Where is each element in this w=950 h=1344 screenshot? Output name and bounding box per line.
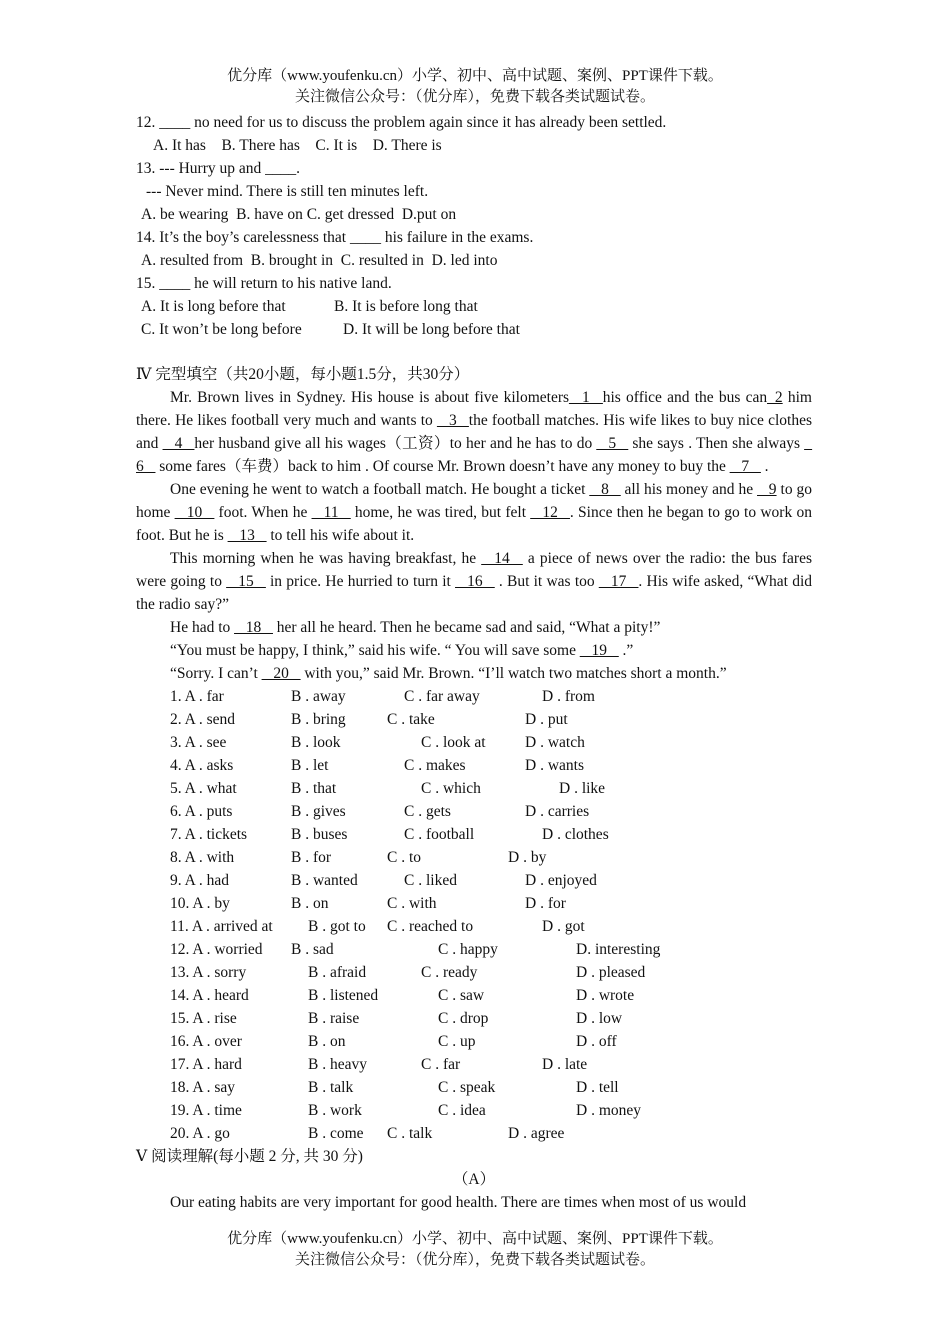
cloze-option-row [136, 708, 812, 731]
cloze-option-a: 14. A . heard [170, 987, 249, 1004]
cloze-option-a: 3. A . see [170, 734, 227, 751]
cloze-option-b: B . let [291, 757, 329, 774]
cloze-option-b: B . on [308, 1033, 346, 1050]
cloze-option-c: C . talk [387, 1125, 433, 1142]
cloze-option-b: B . talk [308, 1079, 354, 1096]
cloze-option-c: C . saw [438, 987, 485, 1004]
cloze-option-c: C . football [404, 826, 475, 843]
cloze-option-a: 13. A . sorry [170, 964, 247, 981]
blank-number: _ 7 _ [729, 458, 761, 475]
cloze-option-b: B . bring [291, 711, 346, 728]
passage-text: her husband give all his wages（工资）to her and he has to do [194, 435, 597, 452]
cloze-option-row [136, 892, 812, 915]
cloze-option-a: 20. A . go [170, 1125, 230, 1142]
cloze-option-row [136, 915, 812, 938]
cloze-option-c: C . speak [438, 1079, 496, 1096]
cloze-option-c: C . far [421, 1056, 461, 1073]
reading-passage-intro: Our eating habits are very important for good health. There are times when most of us would [170, 1194, 747, 1211]
cloze-paragraph [136, 662, 812, 685]
blank-number: _ 10 _ [174, 504, 215, 521]
cloze-option-b: B . that [291, 780, 337, 797]
cloze-option-d: D . late [542, 1056, 588, 1073]
blank-number: _ 18 _ [234, 619, 273, 636]
cloze-option-a: 11. A . arrived at [170, 918, 273, 935]
cloze-option-a: 7. A . tickets [170, 826, 248, 843]
question-15-options-row-2 [136, 318, 812, 341]
blank-number: _2 [767, 389, 783, 406]
blank-number: _ 5 _ [596, 435, 629, 452]
passage-text: home, he was tired, but felt [350, 504, 531, 521]
passage-text: all his money and he [620, 481, 758, 498]
passage-text: in price. He hurried to turn it [265, 573, 456, 590]
cloze-paragraph [136, 547, 812, 616]
section-5-title: Ⅴ 阅读理解(每小题 2 分, 共 30 分) [136, 1148, 363, 1165]
cloze-option-row [136, 1099, 812, 1122]
blank-number: _ 6 _ [136, 435, 813, 475]
cloze-option-c: C . take [387, 711, 435, 728]
cloze-option-a: 18. A . say [170, 1079, 236, 1096]
cloze-option-c: C . reached to [387, 918, 474, 935]
question-13-stem: 13. --- Hurry up and ____. [136, 160, 301, 177]
cloze-option-a: 19. A . time [170, 1102, 242, 1119]
passage-text: a piece of news over the radio: the bus fares were going to [136, 550, 813, 590]
blank-number: _ 14 _ [481, 550, 523, 567]
cloze-option-b: B . buses [291, 826, 348, 843]
cloze-option-b: B . listened [308, 987, 379, 1004]
passage-text: . But it was too [494, 573, 599, 590]
cloze-option-b: B . for [291, 849, 332, 866]
cloze-option-d: D . like [559, 780, 606, 797]
question-15-option-c: C. It won’t be long before [141, 321, 302, 338]
question-15-options-row-1 [136, 295, 812, 318]
question-12-options: A. It has B. There has C. It is D. There is [153, 137, 442, 154]
cloze-option-row [136, 846, 812, 869]
cloze-option-c: C . with [387, 895, 437, 912]
cloze-option-a: 17. A . hard [170, 1056, 242, 1073]
cloze-option-row [136, 869, 812, 892]
passage-text: some fares（车费）back to him . Of course Mr. Brown doesn’t have any money to buy the [155, 458, 730, 475]
cloze-paragraph [136, 386, 812, 478]
blank-number: _ 13 _ [227, 527, 267, 544]
passage-text: “You must be happy, I think,” said his wife. “ You will save some [170, 642, 580, 659]
question-15-option-b: B. It is before long that [334, 298, 478, 315]
blank-number: _ 1 _ [569, 389, 603, 406]
blank-number: _ 11 _ [311, 504, 351, 521]
section-5-subtitle: （A） [452, 1171, 496, 1188]
passage-text: him there. He likes football very much and wants to [136, 389, 812, 429]
cloze-option-a: 2. A . send [170, 711, 236, 728]
cloze-option-c: C . gets [404, 803, 451, 820]
passage-text: the football matches. His wife likes to buy nice clothes and [136, 412, 812, 452]
cloze-option-d: D. interesting [576, 941, 661, 958]
cloze-option-a: 5. A . what [170, 780, 237, 797]
blank-number: _ 4 _ [162, 435, 195, 452]
cloze-option-row [136, 1053, 812, 1076]
passage-text: with you,” said Mr. Brown. “I’ll watch two matches short a month.” [300, 665, 727, 682]
cloze-option-c: C . up [438, 1033, 476, 1050]
cloze-option-d: D . pleased [576, 964, 646, 981]
passage-text: to go home [136, 481, 813, 521]
cloze-option-b: B . away [291, 688, 346, 705]
cloze-paragraph [136, 478, 812, 547]
cloze-option-d: D . off [576, 1033, 617, 1050]
cloze-option-row [136, 754, 812, 777]
question-13-options: A. be wearing B. have on C. get dressed D.put on [141, 206, 457, 223]
passage-text: her all he heard. Then he became sad and said, “What a pity!” [272, 619, 661, 636]
cloze-option-c: C . ready [421, 964, 478, 981]
cloze-option-a: 15. A . rise [170, 1010, 237, 1027]
blank-number: _ 15 _ [226, 573, 266, 590]
cloze-option-c: C . liked [404, 872, 457, 889]
question-14-options: A. resulted from B. brought in C. resulted in D. led into [141, 252, 498, 269]
cloze-option-b: B . look [291, 734, 341, 751]
cloze-option-a: 4. A . asks [170, 757, 234, 774]
cloze-option-a: 1. A . far [170, 688, 224, 705]
cloze-option-d: D . money [576, 1102, 642, 1119]
blank-number: _ 17 _ [598, 573, 639, 590]
passage-text: she says . Then she always [628, 435, 805, 452]
cloze-option-row [136, 1076, 812, 1099]
cloze-option-d: D . low [576, 1010, 623, 1027]
cloze-option-c: C . to [387, 849, 422, 866]
blank-number: _ 3 _ [437, 412, 469, 429]
footer-line-1: 优分库（www.youfenku.cn）小学、初中、高中试题、案例、PPT课件下载。 [227, 1231, 723, 1247]
cloze-option-c: C . look at [421, 734, 486, 751]
cloze-option-row [136, 961, 812, 984]
cloze-option-c: C . happy [438, 941, 498, 958]
blank-number: _ 12 _ [530, 504, 570, 521]
cloze-option-b: B . raise [308, 1010, 360, 1027]
cloze-option-d: D . wrote [576, 987, 635, 1004]
cloze-option-d: D . enjoyed [525, 872, 597, 889]
cloze-option-row [136, 800, 812, 823]
cloze-option-b: B . heavy [308, 1056, 367, 1073]
cloze-option-d: D . tell [576, 1079, 619, 1096]
footer-line-2: 关注微信公众号：（优分库），免费下载各类试题试卷。 [294, 1252, 655, 1268]
cloze-option-row [136, 1030, 812, 1053]
blank-number: _ 19 _ [579, 642, 619, 659]
page-header [0, 66, 950, 108]
cloze-option-a: 12. A . worried [170, 941, 263, 958]
cloze-passage [136, 386, 812, 685]
cloze-option-row [136, 777, 812, 800]
cloze-option-d: D . watch [525, 734, 585, 751]
passage-text: “Sorry. I can’t [170, 665, 262, 682]
cloze-option-a: 8. A . with [170, 849, 235, 866]
question-15-option-d: D. It will be long before that [343, 321, 520, 338]
header-line-1: 优分库（www.youfenku.cn）小学、初中、高中试题、案例、PPT课件下载。 [227, 68, 723, 84]
blank-number: _ 20 _ [261, 665, 301, 682]
blank-number: _ 8 _ [589, 481, 621, 498]
section-4-title: Ⅳ 完型填空（共20小题，每小题1.5分，共30分） [136, 366, 470, 383]
question-15-option-a: A. It is long before that [141, 298, 286, 315]
cloze-option-b: B . afraid [308, 964, 367, 981]
passage-text: . Since then he began to go to work on foot. But he is [136, 504, 812, 544]
cloze-option-c: C . drop [438, 1010, 489, 1027]
question-15-stem: 15. ____ he will return to his native land. [136, 275, 392, 292]
cloze-option-row [136, 1007, 812, 1030]
cloze-option-b: B . on [291, 895, 329, 912]
passage-text: . [760, 458, 769, 475]
cloze-option-b: B . gives [291, 803, 346, 820]
cloze-option-d: D . by [508, 849, 547, 866]
cloze-option-c: C . idea [438, 1102, 486, 1119]
cloze-option-c: C . makes [404, 757, 466, 774]
cloze-paragraph [136, 639, 812, 662]
header-line-2: 关注微信公众号：（优分库），免费下载各类试题试卷。 [294, 89, 655, 105]
cloze-option-d: D . got [542, 918, 585, 935]
cloze-option-d: D . for [525, 895, 566, 912]
cloze-option-row [136, 1122, 812, 1145]
cloze-option-row [136, 685, 812, 708]
passage-text: He had to [170, 619, 235, 636]
cloze-option-a: 6. A . puts [170, 803, 233, 820]
cloze-option-b: B . come [308, 1125, 364, 1142]
cloze-option-row [136, 823, 812, 846]
blank-number: _ 9 [757, 481, 777, 498]
cloze-option-c: C . far away [404, 688, 480, 705]
cloze-option-d: D . wants [525, 757, 584, 774]
blank-number: _ 16 _ [455, 573, 495, 590]
question-14-stem: 14. It’s the boy’s carelessness that ____ his failure in the exams. [136, 229, 534, 246]
cloze-option-d: D . put [525, 711, 568, 728]
cloze-option-b: B . wanted [291, 872, 358, 889]
cloze-option-row [136, 731, 812, 754]
cloze-options [136, 685, 812, 1145]
cloze-option-a: 16. A . over [170, 1033, 242, 1050]
cloze-option-d: D . from [542, 688, 595, 705]
cloze-option-row [136, 984, 812, 1007]
passage-text: One evening he went to watch a football match. He bought a ticket [170, 481, 590, 498]
question-13-reply: --- Never mind. There is still ten minutes left. [146, 183, 429, 200]
page-footer [0, 1229, 950, 1271]
cloze-option-b: B . got to [308, 918, 366, 935]
passage-text: foot. When he [214, 504, 312, 521]
cloze-option-a: 10. A . by [170, 895, 230, 912]
question-12-stem: 12. ____ no need for us to discuss the problem again since it has already been settled. [136, 114, 667, 131]
cloze-option-d: D . clothes [542, 826, 609, 843]
passage-text: his office and the bus can [602, 389, 768, 406]
passage-text: .” [618, 642, 634, 659]
passage-text: . His wife asked, “What did the radio say?” [136, 573, 813, 613]
exam-content [136, 111, 812, 1214]
passage-text: Mr. Brown lives in Sydney. His house is about five kilometers [170, 389, 570, 406]
cloze-option-row [136, 938, 812, 961]
cloze-option-b: B . sad [291, 941, 334, 958]
cloze-option-b: B . work [308, 1102, 362, 1119]
cloze-option-c: C . which [421, 780, 481, 797]
cloze-paragraph [136, 616, 812, 639]
cloze-option-a: 9. A . had [170, 872, 229, 889]
passage-text: to tell his wife about it. [266, 527, 415, 544]
cloze-option-d: D . carries [525, 803, 590, 820]
passage-text: This morning when he was having breakfast, he [170, 550, 482, 567]
cloze-option-d: D . agree [508, 1125, 565, 1142]
